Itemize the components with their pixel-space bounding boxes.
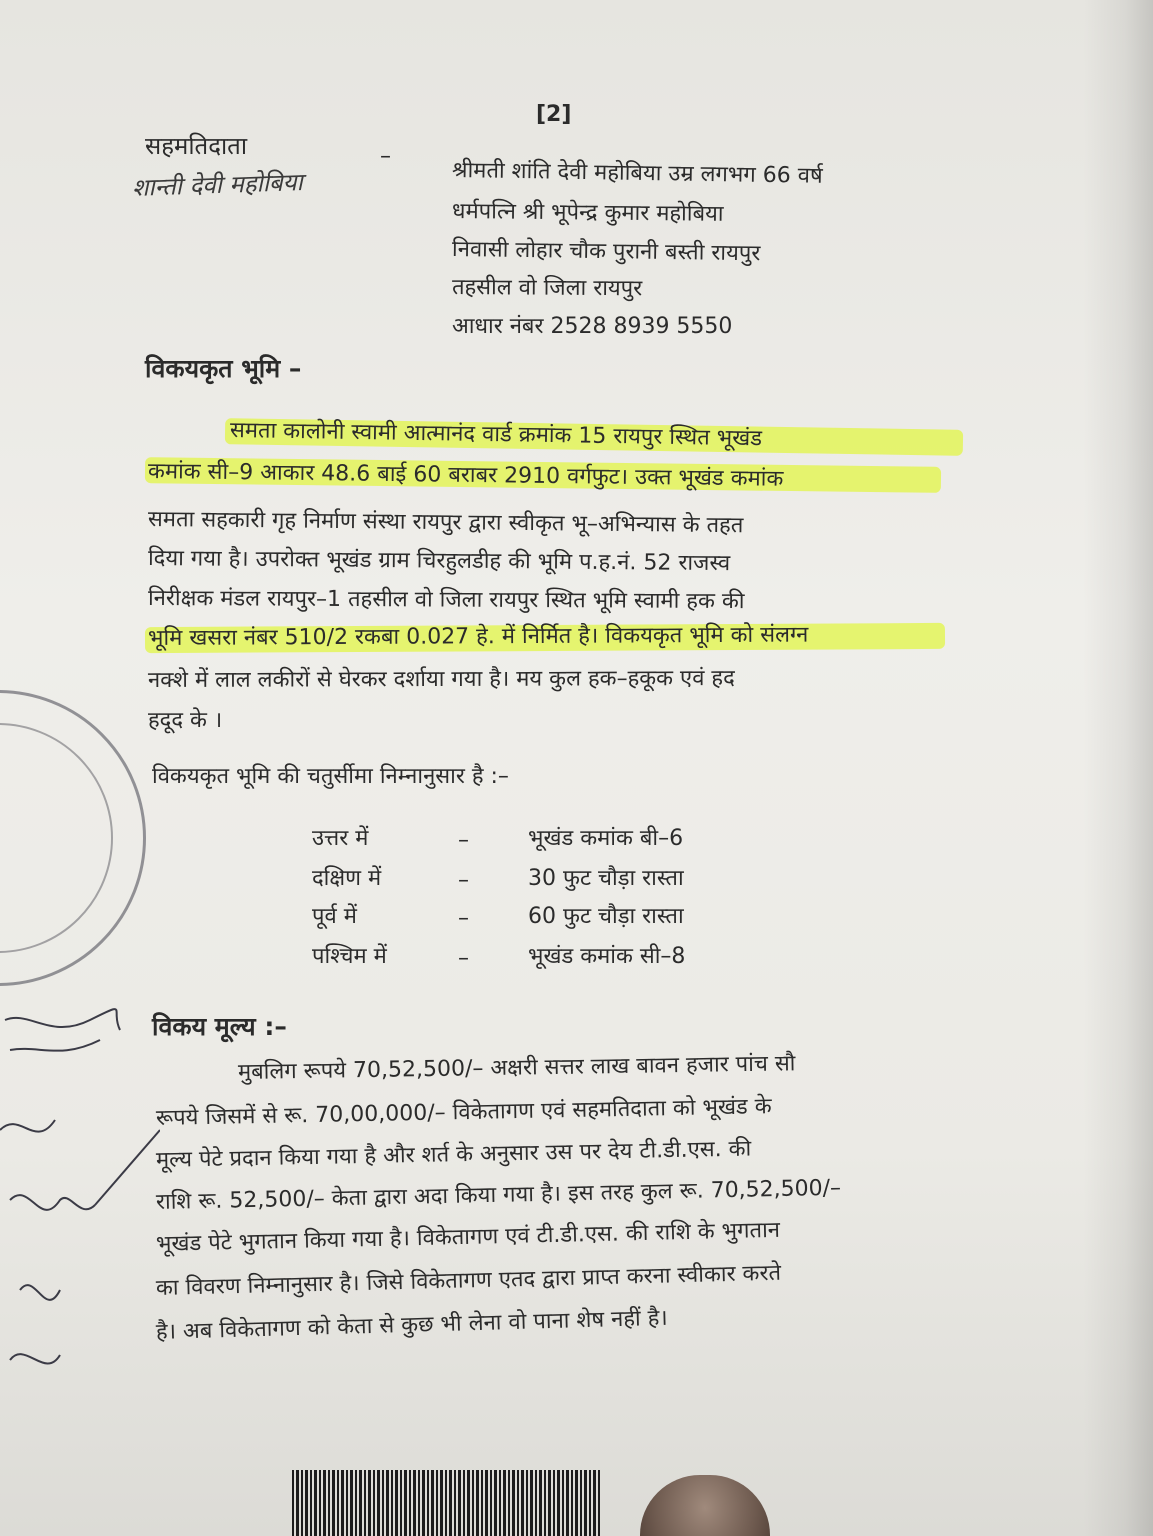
boundary-direction-west: पश्चिम में: [312, 944, 387, 969]
consenter-line-1: श्रीमती शांति देवी महोबिया उम्र लगभग 66 वर्ष: [451, 158, 823, 189]
land-line-1: समता कालोनी स्वामी आत्मानंद वार्ड क्रमांक 15 रायपुर स्थित भूखंड: [229, 418, 763, 452]
price-line-4: राशि रू. 52,500/– केता द्वारा अदा किया गया है। इस तरह कुल रू. 70,52,500/–: [155, 1175, 842, 1215]
boundary-dash-north: –: [458, 828, 469, 853]
land-heading: विकयकृत भूमि –: [145, 354, 302, 383]
boundary-value-south: 30 फुट चौड़ा रास्ता: [528, 866, 684, 891]
price-line-3: मूल्य पेटे प्रदान किया गया है और शर्त के अनुसार उस पर देय टी.डी.एस. की: [155, 1136, 752, 1173]
boundary-dash-south: –: [458, 868, 469, 893]
boundary-direction-east: पूर्व में: [312, 904, 357, 929]
consenter-line-5: आधार नंबर 2528 8939 5550: [452, 314, 733, 339]
land-line-4: दिया गया है। उपरोक्त भूखंड ग्राम चिरहुलडीह की भूमि प.ह.नं. 52 राजस्व: [147, 546, 731, 577]
land-line-8: हदूद के ।: [148, 708, 223, 733]
boundary-direction-north: उत्तर में: [312, 826, 369, 851]
boundary-direction-south: दक्षिण में: [312, 866, 382, 891]
land-line-5: निरीक्षक मंडल रायपुर–1 तहसील वो जिला रायपुर स्थित भूमि स्वामी हक की: [147, 586, 745, 615]
consenter-line-4: तहसील वो जिला रायपुर: [451, 275, 643, 302]
thumb-shadow: [640, 1475, 770, 1536]
price-line-1: मुबलिग रूपये 70,52,500/– अक्षरी सत्तर लाख बावन हजार पांच सौ: [237, 1051, 796, 1085]
page-number: [2]: [536, 102, 572, 127]
price-heading: विकय मूल्य :–: [152, 1012, 287, 1041]
boundary-value-east: 60 फुट चौड़ा रास्ता: [528, 904, 684, 929]
registrar-seal-icon: [0, 690, 146, 986]
boundary-value-west: भूखंड कमांक सी–8: [528, 944, 686, 969]
price-line-5: भूखंड पेटे भुगतान किया गया है। विकेतागण एवं टी.डी.एस. की राशि के भुगतान: [155, 1217, 781, 1257]
consenter-label: सहमतिदाता: [145, 132, 248, 160]
boundary-value-north: भूखंड कमांक बी–6: [528, 826, 684, 851]
price-line-6: का विवरण निम्नानुसार है। जिसे विकेतागण एतद द्वारा प्राप्त करना स्वीकार करते: [155, 1260, 782, 1301]
land-line-3: समता सहकारी गृह निर्माण संस्था रायपुर द्वारा स्वीकृत भू–अभिन्यास के तहत: [147, 507, 744, 539]
price-line-2: रूपये जिसमें से रू. 70,00,000/– विकेतागण एवं सहमतिदाता को भूखंड के: [155, 1094, 772, 1131]
land-line-7: नक्शे में लाल लकीरों से घेरकर दर्शाया गया है। मय कुल हक–हकूक एवं हद: [147, 665, 735, 693]
boundary-dash-west: –: [458, 946, 469, 971]
consenter-dash: –: [380, 144, 391, 169]
consenter-line-3: निवासी लोहार चौक पुरानी बस्ती रायपुर: [451, 237, 761, 267]
price-line-7: है। अब विकेतागण को केता से कुछ भी लेना वो पाना शेष नहीं है।: [155, 1305, 669, 1345]
land-line-2: कमांक सी–9 आकार 48.6 बाई 60 बराबर 2910 वर्गफुट। उक्त भूखंड कमांक: [147, 459, 784, 492]
page-edge-shadow: [1083, 0, 1153, 1536]
consenter-signature: शान्ती देवी महोबिया: [131, 168, 304, 202]
boundaries-heading: विकयकृत भूमि की चतुर्सीमा निम्नानुसार है :–: [152, 764, 509, 789]
barcode: [292, 1470, 600, 1536]
boundary-dash-east: –: [458, 906, 469, 931]
registrar-seal-inner-ring: [0, 723, 113, 953]
margin-signature-icon: [0, 990, 160, 1410]
consenter-line-2: धर्मपत्नि श्री भूपेन्द्र कुमार महोबिया: [451, 199, 724, 227]
land-line-6: भूमि खसरा नंबर 510/2 रकबा 0.027 हे. में निर्मित है। विकयकृत भूमि को संलग्न: [147, 622, 809, 651]
